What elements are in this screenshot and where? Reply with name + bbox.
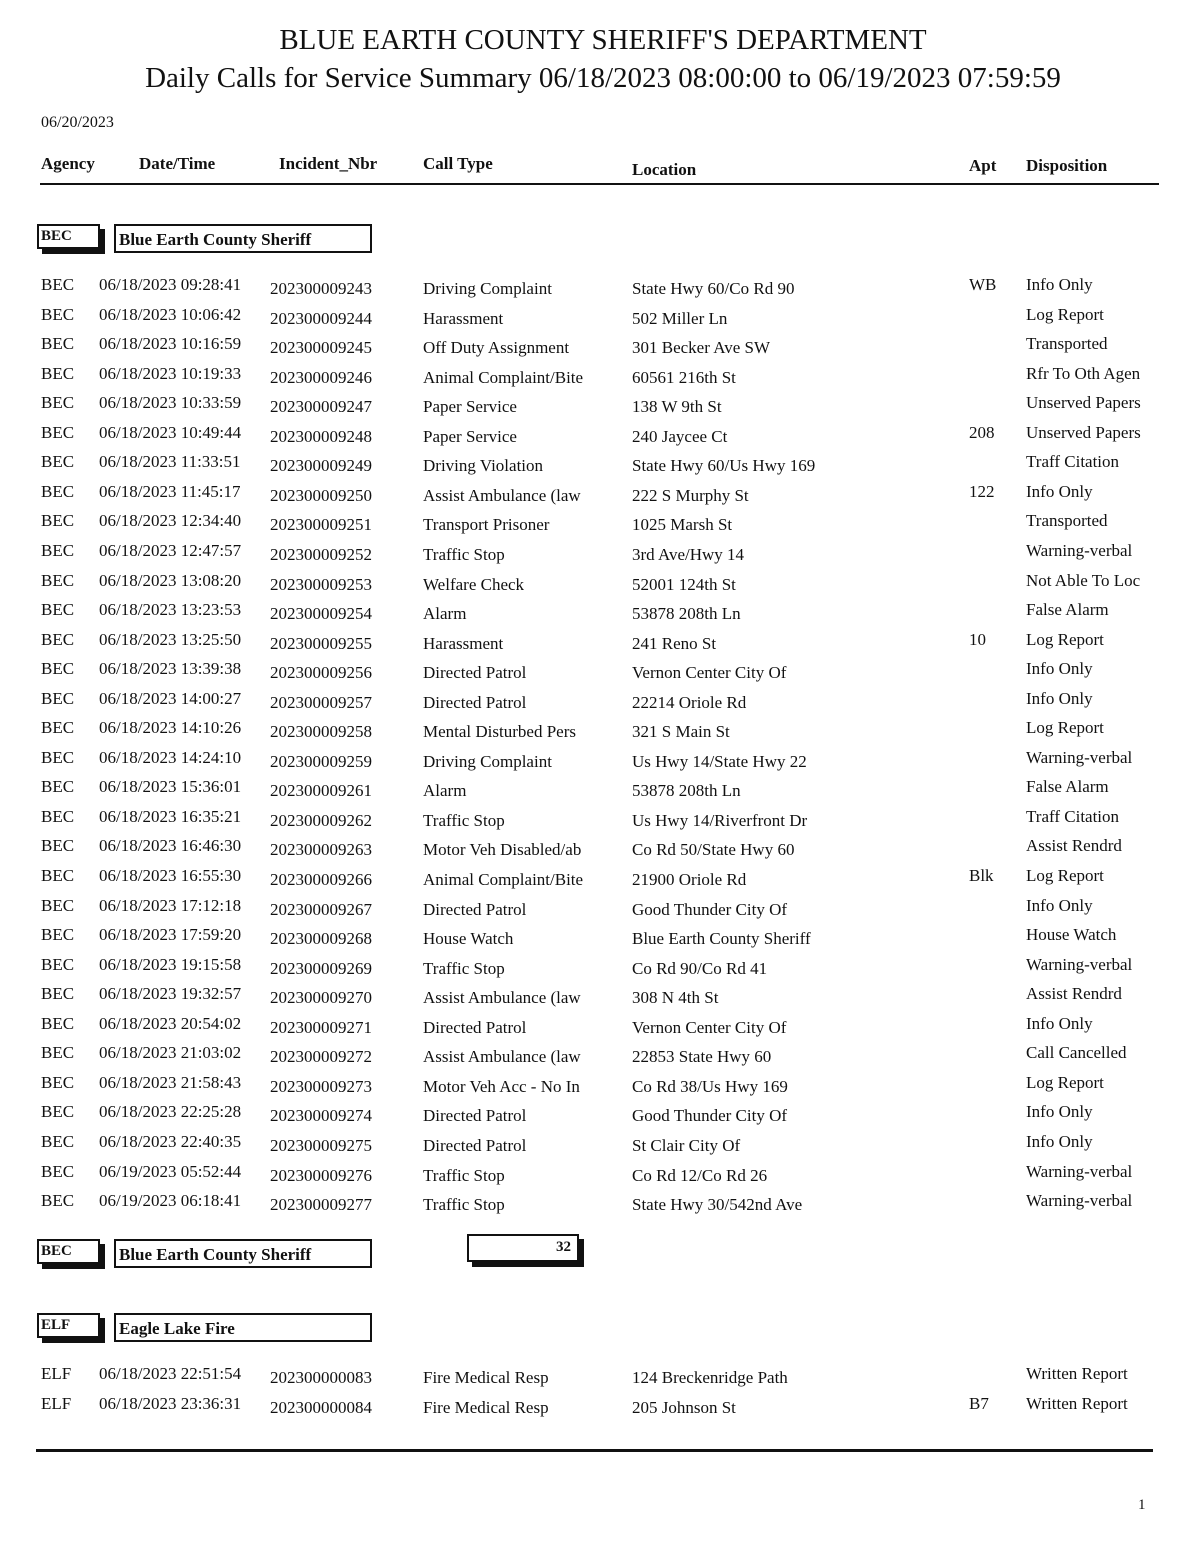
disposition-cell: Transported [1026, 334, 1108, 354]
location-cell: Co Rd 50/State Hwy 60 [632, 840, 795, 860]
disposition-cell: Log Report [1026, 866, 1104, 885]
datetime-cell: 06/18/2023 10:16:59 [99, 334, 242, 354]
location-cell: State Hwy 30/542nd Ave [632, 1195, 803, 1215]
call-type-cell: Motor Veh Acc - No In [423, 1076, 580, 1096]
call-type-cell: Transport Prisoner [423, 515, 550, 535]
location-cell: 502 Miller Ln [632, 308, 728, 328]
group-code-box: ELF [37, 1313, 100, 1338]
datetime-cell: 06/18/2023 13:39:38 [99, 659, 242, 679]
table-row [0, 541, 1200, 571]
table-row [0, 1162, 1200, 1192]
datetime-cell: 06/18/2023 19:32:57 [99, 984, 242, 1004]
location-cell: Good Thunder City Of [632, 899, 788, 919]
datetime-cell: 06/18/2023 13:08:20 [99, 570, 242, 590]
table-row [0, 393, 1200, 423]
incident-cell: 202300009243 [270, 279, 372, 298]
disposition-cell: Traff Citation [1026, 806, 1120, 826]
page-number: 1 [1138, 1497, 1146, 1513]
location-cell: Us Hwy 14/State Hwy 22 [632, 751, 807, 771]
table-row [0, 689, 1200, 719]
location-cell: 22853 State Hwy 60 [632, 1047, 772, 1067]
table-row [0, 1102, 1200, 1132]
disposition-cell: Log Report [1026, 1072, 1104, 1092]
agency-cell: BEC [41, 836, 75, 856]
location-cell: State Hwy 60/Us Hwy 169 [632, 456, 816, 476]
agency-cell: BEC [41, 659, 75, 679]
location-cell: Vernon Center City Of [632, 663, 787, 683]
disposition-cell: Log Report [1026, 304, 1104, 324]
table-row [0, 896, 1200, 926]
call-type-cell: Traffic Stop [423, 810, 505, 830]
location-cell: 53878 208th Ln [632, 604, 741, 624]
table-row [0, 511, 1200, 541]
table-row [0, 305, 1200, 335]
incident-cell: 202300009272 [270, 1047, 372, 1067]
incident-cell: 202300009263 [270, 840, 372, 860]
table-row [0, 571, 1200, 601]
table-row [0, 600, 1200, 630]
datetime-cell: 06/18/2023 12:34:40 [99, 511, 242, 531]
table-row [0, 364, 1200, 394]
agency-cell: BEC [41, 1131, 75, 1151]
table-row [0, 1132, 1200, 1162]
call-type-cell: Driving Complaint [423, 279, 552, 298]
call-type-cell: Mental Disturbed Pers [423, 722, 576, 742]
disposition-cell: Info Only [1026, 1102, 1093, 1122]
column-header-agency: Agency [41, 154, 95, 173]
table-row [0, 630, 1200, 660]
disposition-cell: Info Only [1026, 895, 1093, 915]
disposition-cell: Call Cancelled [1026, 1043, 1127, 1063]
incident-cell: 202300000084 [270, 1397, 372, 1417]
datetime-cell: 06/19/2023 06:18:41 [99, 1191, 242, 1211]
datetime-cell: 06/18/2023 13:25:50 [99, 629, 242, 649]
call-type-cell: Assist Ambulance (law [423, 988, 581, 1008]
datetime-cell: 06/18/2023 21:58:43 [99, 1072, 242, 1092]
agency-cell: BEC [41, 334, 75, 354]
call-type-cell: Directed Patrol [423, 663, 527, 683]
disposition-cell: Unserved Papers [1026, 393, 1141, 413]
report-title: BLUE EARTH COUNTY SHERIFF'S DEPARTMENT [279, 24, 927, 56]
disposition-cell: False Alarm [1026, 777, 1109, 797]
disposition-cell: Log Report [1026, 718, 1104, 738]
call-type-cell: Traffic Stop [423, 1195, 505, 1215]
datetime-cell: 06/18/2023 10:33:59 [99, 393, 242, 413]
datetime-cell: 06/18/2023 20:54:02 [99, 1013, 242, 1033]
agency-cell: BEC [41, 393, 75, 413]
table-row [0, 1043, 1200, 1073]
print-date: 06/20/2023 [41, 114, 114, 131]
apt-cell: 10 [969, 629, 986, 649]
header-rule [40, 183, 1159, 185]
disposition-cell: Traff Citation [1026, 452, 1120, 472]
datetime-cell: 06/18/2023 10:06:42 [99, 304, 242, 324]
location-cell: Us Hwy 14/Riverfront Dr [632, 810, 808, 830]
datetime-cell: 06/18/2023 21:03:02 [99, 1043, 242, 1063]
datetime-cell: 06/18/2023 14:10:26 [99, 718, 242, 738]
disposition-cell: Warning-verbal [1026, 747, 1133, 767]
incident-cell: 202300009255 [270, 633, 372, 653]
agency-cell: BEC [41, 954, 75, 974]
incident-cell: 202300009252 [270, 544, 372, 564]
group-name-box: Eagle Lake Fire [114, 1313, 372, 1342]
location-cell: Good Thunder City Of [632, 1106, 788, 1126]
incident-cell: 202300009249 [270, 456, 372, 476]
table-row [0, 482, 1200, 512]
group-code-box: BEC [37, 224, 100, 249]
datetime-cell: 06/18/2023 17:12:18 [99, 895, 242, 915]
table-row [0, 1191, 1200, 1221]
agency-cell: BEC [41, 1102, 75, 1122]
datetime-cell: 06/18/2023 11:33:51 [99, 452, 241, 472]
incident-cell: 202300009257 [270, 692, 372, 712]
agency-cell: BEC [41, 452, 75, 472]
table-row [0, 275, 1200, 305]
incident-cell: 202300009273 [270, 1076, 372, 1096]
table-row [0, 836, 1200, 866]
datetime-cell: 06/18/2023 23:36:31 [99, 1393, 242, 1413]
agency-cell: BEC [41, 511, 75, 531]
agency-cell: BEC [41, 688, 75, 708]
incident-cell: 202300009250 [270, 485, 372, 505]
agency-cell: BEC [41, 1043, 75, 1063]
call-type-cell: Traffic Stop [423, 958, 505, 978]
agency-cell: BEC [41, 570, 75, 590]
disposition-cell: House Watch [1026, 925, 1117, 945]
location-cell: 321 S Main St [632, 722, 730, 742]
table-row [0, 1364, 1200, 1394]
agency-cell: BEC [41, 363, 75, 383]
disposition-cell: Transported [1026, 511, 1108, 531]
incident-cell: 202300009245 [270, 338, 372, 358]
call-type-cell: Welfare Check [423, 574, 525, 594]
call-type-cell: Assist Ambulance (law [423, 1047, 581, 1067]
datetime-cell: 06/18/2023 22:40:35 [99, 1131, 242, 1151]
datetime-cell: 06/18/2023 10:19:33 [99, 363, 242, 383]
incident-cell: 202300000083 [270, 1368, 372, 1387]
incident-cell: 202300009251 [270, 515, 372, 535]
call-type-cell: Harassment [423, 633, 504, 653]
report-subtitle: Daily Calls for Service Summary 06/18/2023 08:00:00 to 06/19/2023 07:59:59 [145, 62, 1061, 94]
table-row [0, 1394, 1200, 1424]
agency-cell: BEC [41, 422, 75, 442]
agency-cell: BEC [41, 600, 75, 620]
incident-cell: 202300009256 [270, 663, 372, 683]
datetime-cell: 06/18/2023 16:35:21 [99, 806, 242, 826]
incident-cell: 202300009276 [270, 1165, 372, 1185]
location-cell: 240 Jaycee Ct [632, 426, 728, 446]
datetime-cell: 06/18/2023 14:24:10 [99, 747, 242, 767]
agency-cell: BEC [41, 1161, 75, 1181]
call-type-cell: Directed Patrol [423, 1017, 527, 1037]
call-type-cell: Fire Medical Resp [423, 1397, 549, 1417]
datetime-cell: 06/18/2023 11:45:17 [99, 481, 241, 501]
call-type-cell: Directed Patrol [423, 1106, 527, 1126]
incident-cell: 202300009259 [270, 751, 372, 771]
datetime-cell: 06/18/2023 09:28:41 [99, 275, 242, 294]
incident-cell: 202300009270 [270, 988, 372, 1008]
location-cell: 1025 Marsh St [632, 515, 733, 535]
location-cell: Co Rd 12/Co Rd 26 [632, 1165, 768, 1185]
disposition-cell: False Alarm [1026, 600, 1109, 620]
location-cell: Vernon Center City Of [632, 1017, 787, 1037]
location-cell: 241 Reno St [632, 633, 717, 653]
disposition-cell: Info Only [1026, 275, 1093, 294]
disposition-cell: Rfr To Oth Agen [1026, 363, 1141, 383]
disposition-cell: Warning-verbal [1026, 954, 1133, 974]
agency-cell: BEC [41, 275, 75, 294]
apt-cell: 208 [969, 422, 995, 442]
location-cell: 53878 208th Ln [632, 781, 741, 801]
location-cell: Co Rd 38/Us Hwy 169 [632, 1076, 788, 1096]
agency-cell: BEC [41, 304, 75, 324]
table-row [0, 423, 1200, 453]
call-type-cell: Alarm [423, 781, 467, 801]
call-type-cell: Animal Complaint/Bite [423, 870, 584, 889]
datetime-cell: 06/18/2023 16:55:30 [99, 866, 242, 885]
call-type-cell: Directed Patrol [423, 899, 527, 919]
incident-cell: 202300009277 [270, 1195, 372, 1215]
column-header-call-type: Call Type [423, 154, 493, 173]
location-cell: 60561 216th St [632, 367, 736, 387]
agency-cell: BEC [41, 718, 75, 738]
call-type-cell: Paper Service [423, 397, 517, 417]
incident-cell: 202300009266 [270, 870, 372, 889]
agency-cell: BEC [41, 629, 75, 649]
location-cell: St Clair City Of [632, 1135, 741, 1155]
incident-cell: 202300009267 [270, 899, 372, 919]
column-header-datetime: Date/Time [139, 154, 216, 173]
incident-cell: 202300009269 [270, 958, 372, 978]
apt-cell: B7 [969, 1393, 989, 1413]
agency-cell: BEC [41, 806, 75, 826]
datetime-cell: 06/18/2023 12:47:57 [99, 540, 242, 560]
disposition-cell: Info Only [1026, 1131, 1093, 1151]
incident-cell: 202300009261 [270, 781, 372, 801]
disposition-cell: Not Able To Loc [1026, 570, 1141, 590]
location-cell: 222 S Murphy St [632, 485, 749, 505]
column-header-location: Location [632, 160, 697, 179]
call-type-cell: Alarm [423, 604, 467, 624]
disposition-cell: Warning-verbal [1026, 1191, 1133, 1211]
table-row [0, 334, 1200, 364]
table-row [0, 659, 1200, 689]
table-row [0, 748, 1200, 778]
table-row [0, 452, 1200, 482]
call-type-cell: Driving Complaint [423, 751, 552, 771]
agency-cell: BEC [41, 866, 75, 885]
agency-cell: BEC [41, 925, 75, 945]
datetime-cell: 06/18/2023 19:15:58 [99, 954, 242, 974]
datetime-cell: 06/18/2023 16:46:30 [99, 836, 242, 856]
call-type-cell: Directed Patrol [423, 1135, 527, 1155]
apt-cell: Blk [969, 866, 994, 885]
call-type-cell: Traffic Stop [423, 544, 505, 564]
call-type-cell: Off Duty Assignment [423, 338, 570, 358]
call-type-cell: Assist Ambulance (law [423, 485, 581, 505]
incident-cell: 202300009271 [270, 1017, 372, 1037]
table-row [0, 955, 1200, 985]
location-cell: Co Rd 90/Co Rd 41 [632, 958, 768, 978]
incident-cell: 202300009274 [270, 1106, 372, 1126]
disposition-cell: Warning-verbal [1026, 1161, 1133, 1181]
incident-cell: 202300009268 [270, 929, 372, 949]
group-name-box: Blue Earth County Sheriff [114, 224, 372, 253]
disposition-cell: Written Report [1026, 1364, 1128, 1383]
location-cell: Blue Earth County Sheriff [632, 929, 811, 949]
agency-cell: BEC [41, 777, 75, 797]
group-footer-code-box: BEC [37, 1239, 100, 1264]
datetime-cell: 06/18/2023 14:00:27 [99, 688, 242, 708]
datetime-cell: 06/18/2023 15:36:01 [99, 777, 242, 797]
disposition-cell: Assist Rendrd [1026, 984, 1122, 1004]
incident-cell: 202300009262 [270, 810, 372, 830]
datetime-cell: 06/18/2023 22:51:54 [99, 1364, 242, 1383]
location-cell: State Hwy 60/Co Rd 90 [632, 279, 795, 298]
table-row [0, 984, 1200, 1014]
group-call-count: 32 [467, 1234, 579, 1262]
location-cell: 52001 124th St [632, 574, 736, 594]
location-cell: 308 N 4th St [632, 988, 719, 1008]
location-cell: 205 Johnson St [632, 1397, 736, 1417]
group-footer-name-box: Blue Earth County Sheriff [114, 1239, 372, 1268]
agency-cell: BEC [41, 1072, 75, 1092]
incident-cell: 202300009246 [270, 367, 372, 387]
column-header-incident: Incident_Nbr [279, 154, 378, 173]
agency-cell: BEC [41, 1013, 75, 1033]
datetime-cell: 06/18/2023 22:25:28 [99, 1102, 242, 1122]
disposition-cell: Info Only [1026, 659, 1093, 679]
datetime-cell: 06/19/2023 05:52:44 [99, 1161, 242, 1181]
location-cell: 301 Becker Ave SW [632, 338, 771, 358]
location-cell: 138 W 9th St [632, 397, 722, 417]
bottom-rule [36, 1449, 1153, 1452]
location-cell: 3rd Ave/Hwy 14 [632, 544, 745, 564]
location-cell: 22214 Oriole Rd [632, 692, 747, 712]
call-type-cell: Motor Veh Disabled/ab [423, 840, 582, 860]
agency-cell: ELF [41, 1364, 72, 1383]
call-type-cell: Harassment [423, 308, 504, 328]
agency-cell: BEC [41, 895, 75, 915]
agency-cell: BEC [41, 540, 75, 560]
disposition-cell: Unserved Papers [1026, 422, 1141, 442]
agency-cell: BEC [41, 481, 75, 501]
datetime-cell: 06/18/2023 10:49:44 [99, 422, 242, 442]
agency-cell: BEC [41, 1191, 75, 1211]
column-header-apt: Apt [969, 156, 997, 175]
incident-cell: 202300009275 [270, 1135, 372, 1155]
disposition-cell: Written Report [1026, 1393, 1128, 1413]
call-type-cell: Directed Patrol [423, 692, 527, 712]
call-type-cell: Traffic Stop [423, 1165, 505, 1185]
agency-cell: ELF [41, 1393, 72, 1413]
incident-cell: 202300009258 [270, 722, 372, 742]
disposition-cell: Info Only [1026, 688, 1093, 708]
location-cell: 124 Breckenridge Path [632, 1368, 788, 1387]
disposition-cell: Warning-verbal [1026, 540, 1133, 560]
table-row [0, 925, 1200, 955]
incident-cell: 202300009254 [270, 604, 372, 624]
call-type-cell: Driving Violation [423, 456, 544, 476]
apt-cell: WB [969, 275, 997, 294]
datetime-cell: 06/18/2023 13:23:53 [99, 600, 242, 620]
datetime-cell: 06/18/2023 17:59:20 [99, 925, 242, 945]
disposition-cell: Info Only [1026, 481, 1093, 501]
table-row [0, 866, 1200, 896]
call-type-cell: Fire Medical Resp [423, 1368, 549, 1387]
table-row [0, 718, 1200, 748]
incident-cell: 202300009244 [270, 308, 372, 328]
agency-cell: BEC [41, 747, 75, 767]
call-type-cell: Paper Service [423, 426, 517, 446]
disposition-cell: Info Only [1026, 1013, 1093, 1033]
table-row [0, 1014, 1200, 1044]
disposition-cell: Assist Rendrd [1026, 836, 1122, 856]
table-row [0, 1073, 1200, 1103]
incident-cell: 202300009247 [270, 397, 372, 417]
location-cell: 21900 Oriole Rd [632, 870, 747, 889]
table-row [0, 777, 1200, 807]
incident-cell: 202300009248 [270, 426, 372, 446]
column-header-disposition: Disposition [1026, 156, 1108, 175]
incident-cell: 202300009253 [270, 574, 372, 594]
disposition-cell: Log Report [1026, 629, 1104, 649]
call-type-cell: Animal Complaint/Bite [423, 367, 584, 387]
agency-cell: BEC [41, 984, 75, 1004]
call-type-cell: House Watch [423, 929, 514, 949]
apt-cell: 122 [969, 481, 995, 501]
table-row [0, 807, 1200, 837]
